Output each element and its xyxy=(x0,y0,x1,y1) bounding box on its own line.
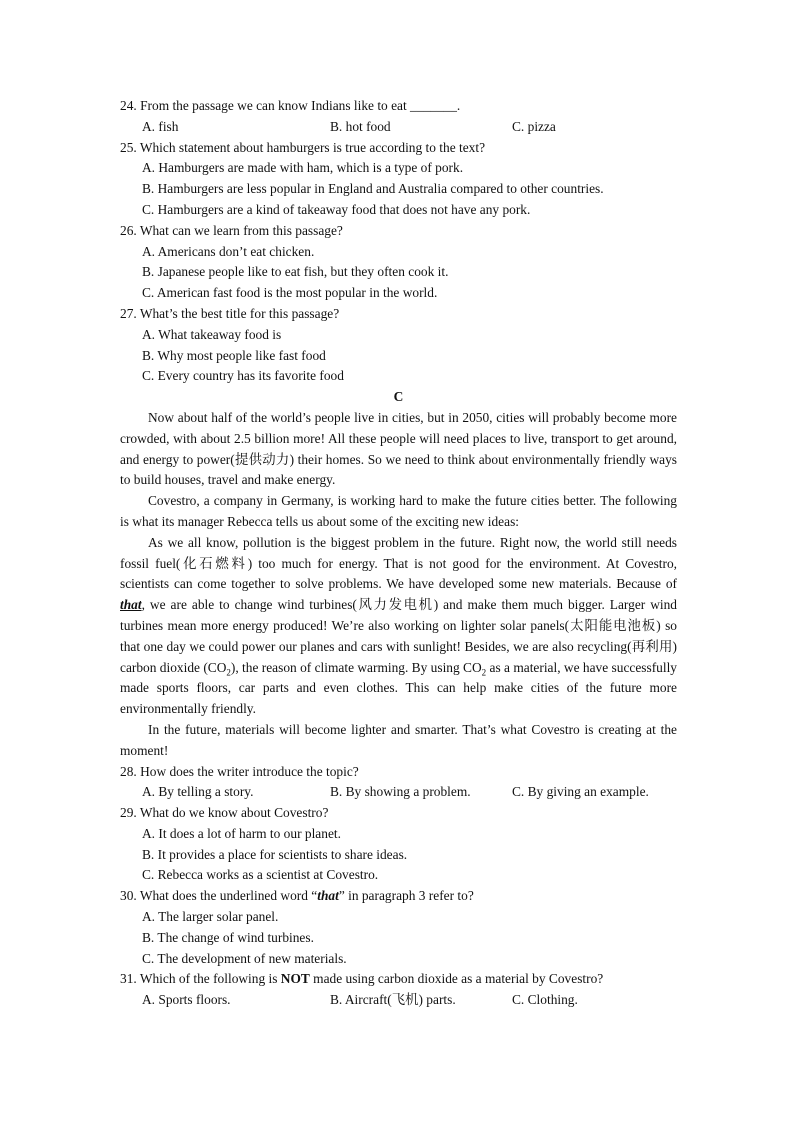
option-b: B. Why most people like fast food xyxy=(142,347,326,363)
option-a: A. What takeaway food is xyxy=(142,326,282,342)
question-31-not: NOT xyxy=(280,971,310,987)
paragraph-3-text-a: As we all know, pollution is the biggest problem in the future. Right now, the world still needs fossil fuel(化石燃料) too much for energy. That is not good for the environment. At Covestro, scientists can come together to solve problems. We have developed some new materials. Because of xyxy=(120,534,677,592)
subscript-2: 2 xyxy=(481,667,487,678)
paragraph-3-text-b: , we are able to change wind turbines(风力发电机) and make them much bigger. Larger wind turbines mean more energy produced! We’re also working on lighter solar panels(太阳能电池板) so that one day we could power our planes and cars with sunlight! Besides, we are also recycling(再利用) carbon dioxide (CO xyxy=(120,597,677,675)
worksheet-page xyxy=(120,96,677,1011)
option-a: A. By telling a story. xyxy=(142,784,254,800)
question-31-stem xyxy=(120,969,677,990)
question-30-text-a: 30. What does the underlined word “ xyxy=(120,888,318,904)
option-c: C. Every country has its favorite food xyxy=(142,368,344,384)
question-24-options xyxy=(120,117,677,138)
option-c: C. By giving an example. xyxy=(512,784,649,800)
question-29-stem: 29. What do we know about Covestro? xyxy=(120,805,329,821)
underlined-word-that: that xyxy=(120,597,142,613)
option-a: A. Hamburgers are made with ham, which is a type of pork. xyxy=(142,160,464,176)
option-b: B. Aircraft(飞机) parts. xyxy=(330,992,456,1008)
option-c: C. American fast food is the most popular in the world. xyxy=(142,285,438,301)
option-b: B. Hamburgers are less popular in England and Australia compared to other countries. xyxy=(142,181,604,197)
question-30-word: that xyxy=(317,888,339,904)
option-c: C. The development of new materials. xyxy=(142,950,347,966)
option-c: C. Hamburgers are a kind of takeaway food that does not have any pork. xyxy=(142,201,531,217)
option-b: B. By showing a problem. xyxy=(330,784,471,800)
paragraph-3-text-c: ), the reason of climate warming. By using CO xyxy=(230,659,482,675)
option-a: A. It does a lot of harm to our planet. xyxy=(142,825,341,841)
option-c: C. Rebecca works as a scientist at Covestro. xyxy=(142,867,379,883)
option-b: B. hot food xyxy=(330,118,391,134)
option-a: A. Sports floors. xyxy=(142,992,231,1008)
passage-paragraph-3 xyxy=(120,533,677,720)
paragraph-3-text-d: as a material, we have successfully made sports floors, car parts and even clothes. This can help make cities of the future more environmentally friendly. xyxy=(120,659,677,717)
option-c: C. pizza xyxy=(512,118,556,134)
passage-paragraph-1: Now about half of the world’s people live in cities, but in 2050, cities will probably become more crowded, with about 2.5 billion more! All these people will need places to live, transport to get around, and energy to power(提供动力) their homes. So we need to think about environmentally friendly ways to build houses, travel and make energy. xyxy=(120,409,677,488)
question-30-text-b: ” in paragraph 3 refer to? xyxy=(338,888,474,904)
section-label: C xyxy=(393,389,404,405)
question-28-options xyxy=(120,782,677,803)
question-24-stem: 24. From the passage we can know Indians like to eat _______. xyxy=(120,98,461,113)
passage-paragraph-2: Covestro, a company in Germany, is working hard to make the future cities better. The following is what its manager Rebecca tells us about some of the exciting new ideas: xyxy=(120,493,677,529)
question-28-stem: 28. How does the writer introduce the topic? xyxy=(120,763,359,779)
passage-paragraph-4: In the future, materials will become lighter and smarter. That’s what Covestro is creating at the moment! xyxy=(120,721,677,758)
question-31-text-b: made using carbon dioxide as a material by Covestro? xyxy=(309,971,604,987)
option-c: C. Clothing. xyxy=(512,992,578,1008)
option-b: B. It provides a place for scientists to share ideas. xyxy=(142,846,408,862)
option-b: B. The change of wind turbines. xyxy=(142,929,314,945)
question-31-text-a: 31. Which of the following is xyxy=(120,971,281,987)
option-a: A. The larger solar panel. xyxy=(142,909,279,925)
question-26-stem: 26. What can we learn from this passage? xyxy=(120,222,343,238)
question-30-stem xyxy=(120,886,677,907)
option-a: A. Americans don’t eat chicken. xyxy=(142,243,315,259)
subscript-2: 2 xyxy=(226,667,231,678)
question-27-stem: 27. What’s the best title for this passage? xyxy=(120,305,340,321)
question-31-options xyxy=(120,990,677,1011)
option-b: B. Japanese people like to eat fish, but they often cook it. xyxy=(142,264,449,280)
option-a: A. fish xyxy=(142,118,179,134)
question-25-stem: 25. Which statement about hamburgers is true according to the text? xyxy=(120,139,486,155)
